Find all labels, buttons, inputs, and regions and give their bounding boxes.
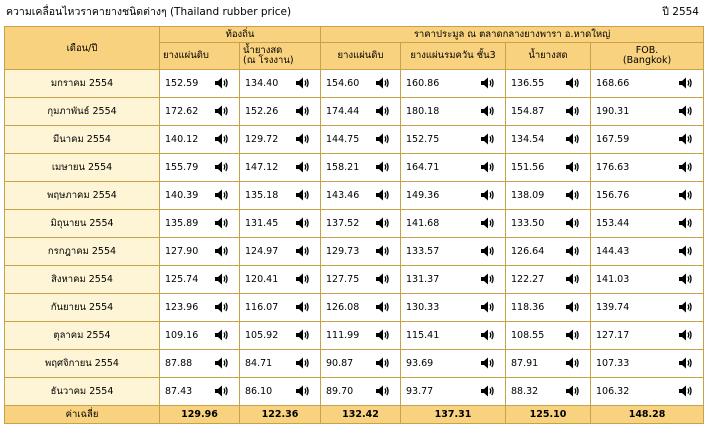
price-value: 116.07 <box>245 302 279 313</box>
speaker-icon[interactable] <box>679 273 693 285</box>
price-value: 129.72 <box>245 134 279 145</box>
price-value: 153.44 <box>596 218 630 229</box>
speaker-icon[interactable] <box>215 161 229 173</box>
local-sheet-cell <box>160 154 240 182</box>
price-value: 176.63 <box>596 162 630 173</box>
table-row <box>5 126 704 154</box>
central-sheet-cell <box>321 126 401 154</box>
speaker-icon[interactable] <box>679 133 693 145</box>
price-value: 106.32 <box>596 386 630 397</box>
average-central-latex: 125.10 <box>506 406 591 424</box>
price-value: 89.70 <box>326 386 354 397</box>
central-sheet-header: ยางแผ่นดิบ <box>321 43 401 70</box>
price-value: 93.69 <box>406 358 434 369</box>
price-value: 144.75 <box>326 134 360 145</box>
speaker-icon[interactable] <box>215 273 229 285</box>
fob-cell <box>591 266 704 294</box>
speaker-icon[interactable] <box>215 301 229 313</box>
speaker-icon[interactable] <box>566 133 580 145</box>
speaker-icon[interactable] <box>296 245 310 257</box>
speaker-icon[interactable] <box>376 105 390 117</box>
price-value: 140.39 <box>165 190 199 201</box>
price-value: 137.52 <box>326 218 360 229</box>
speaker-icon[interactable] <box>481 245 495 257</box>
speaker-icon[interactable] <box>296 273 310 285</box>
speaker-icon[interactable] <box>566 161 580 173</box>
price-value: 144.43 <box>596 246 630 257</box>
central-smoked-cell <box>401 350 506 378</box>
price-value: 127.90 <box>165 246 199 257</box>
speaker-icon[interactable] <box>296 77 310 89</box>
speaker-icon[interactable] <box>566 77 580 89</box>
speaker-icon[interactable] <box>481 357 495 369</box>
price-value: 126.64 <box>511 246 545 257</box>
speaker-icon[interactable] <box>481 301 495 313</box>
local-latex-cell <box>240 322 321 350</box>
central-sheet-cell <box>321 154 401 182</box>
speaker-icon[interactable] <box>296 161 310 173</box>
average-row <box>5 406 704 424</box>
month-cell: กันยายน 2554 <box>5 294 160 322</box>
price-value: 88.32 <box>511 386 539 397</box>
speaker-icon[interactable] <box>215 189 229 201</box>
average-local-sheet: 129.96 <box>160 406 240 424</box>
central-latex-cell <box>506 210 591 238</box>
price-value: 164.71 <box>406 162 440 173</box>
speaker-icon[interactable] <box>566 105 580 117</box>
speaker-icon[interactable] <box>679 189 693 201</box>
average-fob: 148.28 <box>591 406 704 424</box>
price-value: 130.33 <box>406 302 440 313</box>
table-row <box>5 294 704 322</box>
central-smoked-cell <box>401 294 506 322</box>
speaker-icon[interactable] <box>566 217 580 229</box>
price-value: 131.45 <box>245 218 279 229</box>
speaker-icon[interactable] <box>566 189 580 201</box>
central-sheet-cell <box>321 238 401 266</box>
speaker-icon[interactable] <box>679 161 693 173</box>
month-cell: พฤศจิกายน 2554 <box>5 350 160 378</box>
speaker-icon[interactable] <box>566 329 580 341</box>
speaker-icon[interactable] <box>566 357 580 369</box>
speaker-icon[interactable] <box>376 385 390 397</box>
local-latex-cell <box>240 266 321 294</box>
central-latex-cell <box>506 350 591 378</box>
central-latex-cell <box>506 98 591 126</box>
average-local-latex: 122.36 <box>240 406 321 424</box>
central-sheet-cell <box>321 266 401 294</box>
central-latex-cell <box>506 378 591 406</box>
price-value: 167.59 <box>596 134 630 145</box>
price-value: 126.08 <box>326 302 360 313</box>
price-value: 124.97 <box>245 246 279 257</box>
speaker-icon[interactable] <box>679 77 693 89</box>
average-label: ค่าเฉลี่ย <box>5 406 160 424</box>
central-sheet-cell <box>321 70 401 98</box>
price-value: 190.31 <box>596 106 630 117</box>
central-sheet-cell <box>321 182 401 210</box>
local-latex-cell <box>240 238 321 266</box>
price-value: 111.99 <box>326 330 360 341</box>
month-column-header: เดือน/ปี <box>5 27 160 70</box>
local-latex-cell <box>240 70 321 98</box>
month-cell: มีนาคม 2554 <box>5 126 160 154</box>
fob-cell <box>591 126 704 154</box>
speaker-icon[interactable] <box>376 77 390 89</box>
speaker-icon[interactable] <box>481 105 495 117</box>
local-sheet-cell <box>160 266 240 294</box>
price-value: 136.55 <box>511 78 545 89</box>
fob-cell <box>591 210 704 238</box>
fob-cell <box>591 70 704 98</box>
speaker-icon[interactable] <box>481 161 495 173</box>
price-value: 90.87 <box>326 358 354 369</box>
speaker-icon[interactable] <box>376 161 390 173</box>
central-sheet-cell <box>321 378 401 406</box>
price-value: 152.59 <box>165 78 199 89</box>
price-value: 152.75 <box>406 134 440 145</box>
month-cell: มิถุนายน 2554 <box>5 210 160 238</box>
speaker-icon[interactable] <box>215 245 229 257</box>
speaker-icon[interactable] <box>376 245 390 257</box>
speaker-icon[interactable] <box>215 105 229 117</box>
local-sheet-cell <box>160 182 240 210</box>
price-value: 160.86 <box>406 78 440 89</box>
price-value: 138.09 <box>511 190 545 201</box>
table-row <box>5 266 704 294</box>
price-value: 180.18 <box>406 106 440 117</box>
price-value: 123.96 <box>165 302 199 313</box>
price-value: 115.41 <box>406 330 440 341</box>
fob-header-line2: (Bangkok) <box>622 55 672 66</box>
speaker-icon[interactable] <box>679 105 693 117</box>
local-sheet-cell <box>160 238 240 266</box>
table-row <box>5 238 704 266</box>
table-row <box>5 350 704 378</box>
table-row <box>5 154 704 182</box>
price-value: 87.91 <box>511 358 539 369</box>
price-value: 134.40 <box>245 78 279 89</box>
central-smoked-cell <box>401 154 506 182</box>
speaker-icon[interactable] <box>376 329 390 341</box>
speaker-icon[interactable] <box>215 385 229 397</box>
speaker-icon[interactable] <box>679 301 693 313</box>
price-value: 154.60 <box>326 78 360 89</box>
central-smoked-cell <box>401 98 506 126</box>
fob-cell <box>591 350 704 378</box>
table-row <box>5 98 704 126</box>
price-value: 174.44 <box>326 106 360 117</box>
central-sheet-cell <box>321 98 401 126</box>
central-sheet-cell <box>321 322 401 350</box>
speaker-icon[interactable] <box>215 217 229 229</box>
speaker-icon[interactable] <box>376 189 390 201</box>
price-value: 172.62 <box>165 106 199 117</box>
price-value: 141.03 <box>596 274 630 285</box>
speaker-icon[interactable] <box>566 245 580 257</box>
fob-header-line1: FOB. <box>635 45 659 56</box>
price-value: 87.43 <box>165 386 193 397</box>
local-sheet-cell <box>160 70 240 98</box>
speaker-icon[interactable] <box>566 301 580 313</box>
central-smoked-header: ยางแผ่นรมควัน ชั้น3 <box>401 43 506 70</box>
central-smoked-cell <box>401 378 506 406</box>
price-value: 143.46 <box>326 190 360 201</box>
speaker-icon[interactable] <box>481 273 495 285</box>
local-latex-cell <box>240 126 321 154</box>
speaker-icon[interactable] <box>296 357 310 369</box>
central-latex-cell <box>506 322 591 350</box>
month-cell: กุมภาพันธ์ 2554 <box>5 98 160 126</box>
speaker-icon[interactable] <box>679 385 693 397</box>
speaker-icon[interactable] <box>215 133 229 145</box>
local-group-header: ท้องถิ่น <box>160 27 321 43</box>
speaker-icon[interactable] <box>481 77 495 89</box>
speaker-icon[interactable] <box>215 329 229 341</box>
speaker-icon[interactable] <box>296 105 310 117</box>
price-value: 127.75 <box>326 274 360 285</box>
speaker-icon[interactable] <box>679 357 693 369</box>
price-value: 140.12 <box>165 134 199 145</box>
central-smoked-cell <box>401 266 506 294</box>
speaker-icon[interactable] <box>679 329 693 341</box>
local-latex-cell <box>240 294 321 322</box>
local-latex-header <box>240 43 321 70</box>
fob-cell <box>591 322 704 350</box>
price-value: 122.27 <box>511 274 545 285</box>
fob-cell <box>591 294 704 322</box>
price-value: 108.55 <box>511 330 545 341</box>
price-value: 135.89 <box>165 218 199 229</box>
central-latex-cell <box>506 238 591 266</box>
fob-cell <box>591 154 704 182</box>
speaker-icon[interactable] <box>566 273 580 285</box>
price-value: 129.73 <box>326 246 360 257</box>
price-value: 131.37 <box>406 274 440 285</box>
table-row <box>5 378 704 406</box>
price-value: 139.74 <box>596 302 630 313</box>
speaker-icon[interactable] <box>481 385 495 397</box>
speaker-icon[interactable] <box>376 273 390 285</box>
local-latex-cell <box>240 98 321 126</box>
local-sheet-cell <box>160 126 240 154</box>
price-value: 118.36 <box>511 302 545 313</box>
speaker-icon[interactable] <box>481 329 495 341</box>
table-row <box>5 210 704 238</box>
average-central-smoked: 137.31 <box>401 406 506 424</box>
speaker-icon[interactable] <box>296 189 310 201</box>
price-value: 154.87 <box>511 106 545 117</box>
fob-cell <box>591 182 704 210</box>
fob-cell <box>591 238 704 266</box>
price-value: 147.12 <box>245 162 279 173</box>
speaker-icon[interactable] <box>296 133 310 145</box>
price-value: 156.76 <box>596 190 630 201</box>
central-smoked-cell <box>401 182 506 210</box>
local-sheet-cell <box>160 294 240 322</box>
local-sheet-cell <box>160 98 240 126</box>
price-value: 168.66 <box>596 78 630 89</box>
price-value: 86.10 <box>245 386 273 397</box>
month-cell: ธันวาคม 2554 <box>5 378 160 406</box>
speaker-icon[interactable] <box>566 385 580 397</box>
year-label: ปี 2554 <box>662 6 699 18</box>
speaker-icon[interactable] <box>296 301 310 313</box>
local-latex-cell <box>240 210 321 238</box>
month-cell: สิงหาคม 2554 <box>5 266 160 294</box>
central-smoked-cell <box>401 70 506 98</box>
page-caption: ความเคลื่อนไหวราคายางชนิดต่างๆ (Thailand rubber price) <box>6 6 292 18</box>
central-market-group-header: ราคาประมูล ณ ตลาดกลางยางพารา อ.หาดใหญ่ <box>321 27 704 43</box>
local-sheet-header: ยางแผ่นดิบ <box>160 43 240 70</box>
speaker-icon[interactable] <box>296 385 310 397</box>
speaker-icon[interactable] <box>215 77 229 89</box>
local-latex-header-line2: (ณ โรงงาน) <box>243 55 294 66</box>
speaker-icon[interactable] <box>376 133 390 145</box>
central-smoked-cell <box>401 238 506 266</box>
local-latex-cell <box>240 154 321 182</box>
table-row <box>5 322 704 350</box>
speaker-icon[interactable] <box>376 217 390 229</box>
month-cell: เมษายน 2554 <box>5 154 160 182</box>
fob-cell <box>591 378 704 406</box>
speaker-icon[interactable] <box>481 189 495 201</box>
central-latex-cell <box>506 154 591 182</box>
central-smoked-cell <box>401 210 506 238</box>
speaker-icon[interactable] <box>481 133 495 145</box>
price-value: 127.17 <box>596 330 630 341</box>
price-value: 84.71 <box>245 358 273 369</box>
speaker-icon[interactable] <box>376 301 390 313</box>
price-value: 109.16 <box>165 330 199 341</box>
central-latex-cell <box>506 126 591 154</box>
speaker-icon[interactable] <box>481 217 495 229</box>
price-value: 141.68 <box>406 218 440 229</box>
speaker-icon[interactable] <box>376 357 390 369</box>
price-value: 133.57 <box>406 246 440 257</box>
price-value: 93.77 <box>406 386 434 397</box>
central-smoked-cell <box>401 126 506 154</box>
central-latex-cell <box>506 70 591 98</box>
central-latex-cell <box>506 266 591 294</box>
speaker-icon[interactable] <box>296 329 310 341</box>
price-value: 87.88 <box>165 358 193 369</box>
month-cell: กรกฎาคม 2554 <box>5 238 160 266</box>
central-sheet-cell <box>321 350 401 378</box>
price-value: 107.33 <box>596 358 630 369</box>
local-latex-cell <box>240 350 321 378</box>
rubber-price-table <box>4 26 704 424</box>
price-value: 125.74 <box>165 274 199 285</box>
month-cell: มกราคม 2554 <box>5 70 160 98</box>
price-value: 151.56 <box>511 162 545 173</box>
central-smoked-cell <box>401 322 506 350</box>
local-latex-header-line1: น้ำยางสด <box>243 45 283 56</box>
central-latex-cell <box>506 294 591 322</box>
central-sheet-cell <box>321 210 401 238</box>
price-value: 152.26 <box>245 106 279 117</box>
month-cell: ตุลาคม 2554 <box>5 322 160 350</box>
local-latex-cell <box>240 378 321 406</box>
price-value: 155.79 <box>165 162 199 173</box>
table-row <box>5 70 704 98</box>
fob-cell <box>591 98 704 126</box>
speaker-icon[interactable] <box>215 357 229 369</box>
speaker-icon[interactable] <box>679 217 693 229</box>
central-sheet-cell <box>321 294 401 322</box>
local-sheet-cell <box>160 378 240 406</box>
price-value: 158.21 <box>326 162 360 173</box>
price-value: 105.92 <box>245 330 279 341</box>
local-latex-cell <box>240 182 321 210</box>
price-value: 149.36 <box>406 190 440 201</box>
price-value: 133.50 <box>511 218 545 229</box>
table-row <box>5 182 704 210</box>
fob-header <box>591 43 704 70</box>
average-central-sheet: 132.42 <box>321 406 401 424</box>
price-value: 120.41 <box>245 274 279 285</box>
price-value: 135.18 <box>245 190 279 201</box>
local-sheet-cell <box>160 322 240 350</box>
month-cell: พฤษภาคม 2554 <box>5 182 160 210</box>
speaker-icon[interactable] <box>679 245 693 257</box>
local-sheet-cell <box>160 350 240 378</box>
local-sheet-cell <box>160 210 240 238</box>
central-latex-header: น้ำยางสด <box>506 43 591 70</box>
speaker-icon[interactable] <box>296 217 310 229</box>
central-latex-cell <box>506 182 591 210</box>
price-value: 134.54 <box>511 134 545 145</box>
